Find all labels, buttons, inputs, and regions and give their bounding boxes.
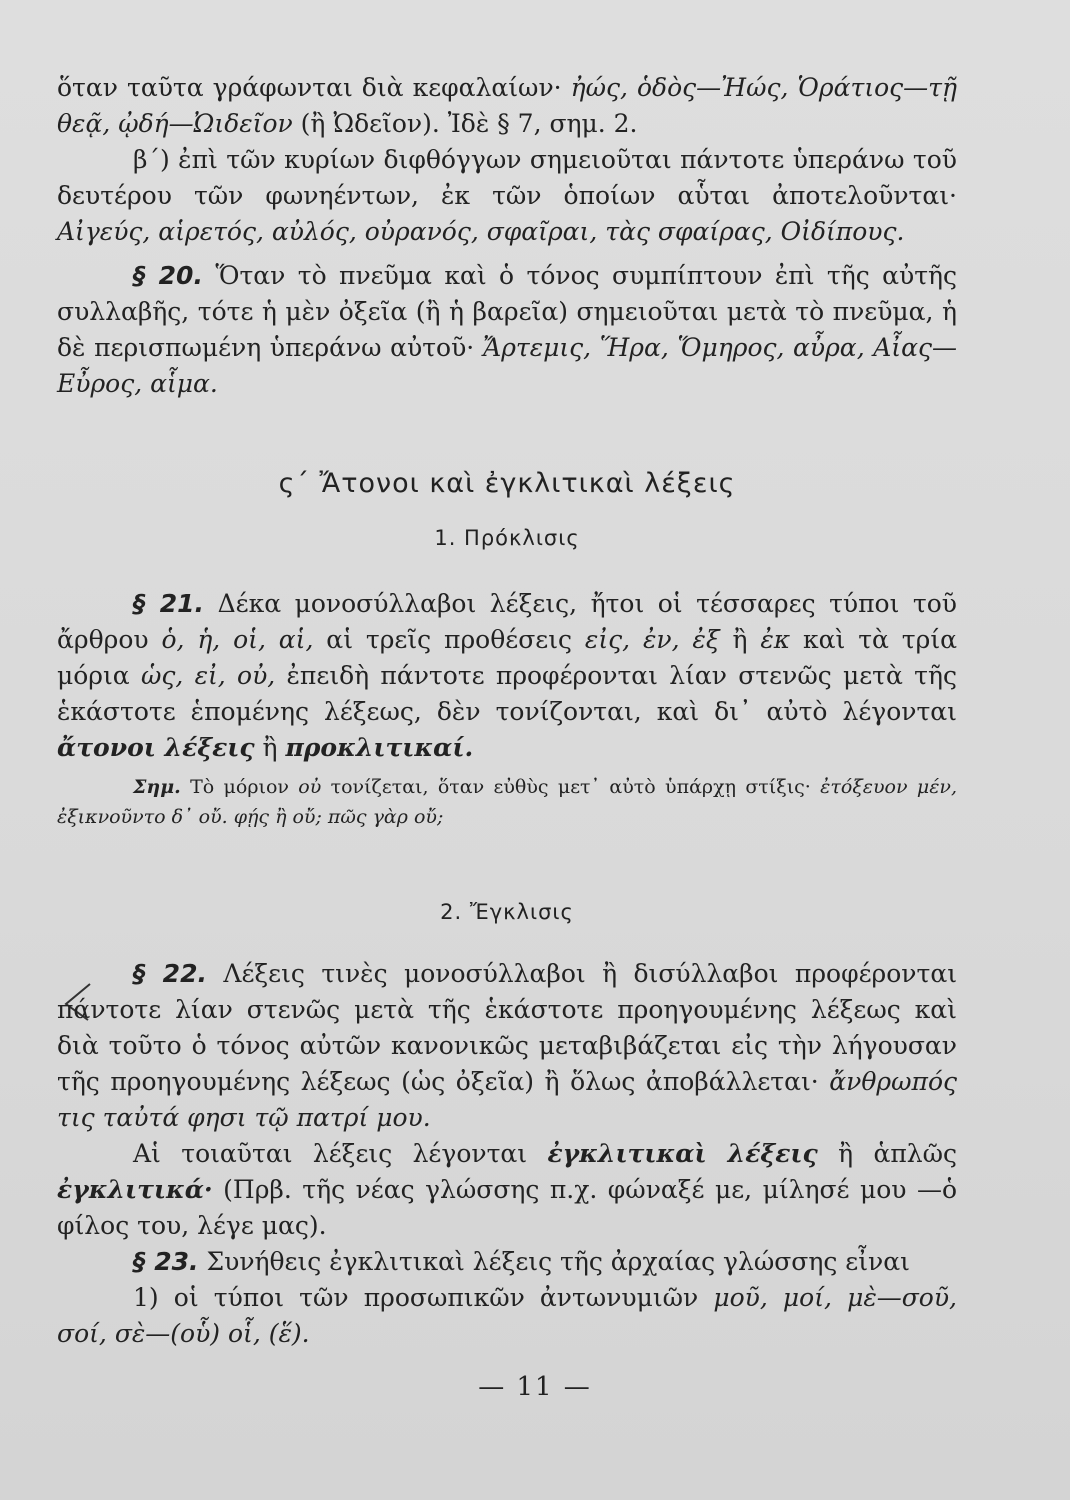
example-text: ἐκ — [760, 625, 791, 654]
section-number: § 23. — [133, 1247, 199, 1276]
text: 1) οἱ τύποι τῶν προσωπικῶν ἀντωνυμιῶν — [133, 1283, 714, 1312]
paragraph-section-22 — [57, 956, 957, 1136]
example-text: ὡς, εἰ, οὐ, — [140, 661, 276, 690]
term-text: ἄτονοι λέξεις — [57, 733, 255, 762]
text: Ὅταν τὸ πνεῦμα καὶ ὁ τόνος συμπίπτουν ἐπὶ τῆς αὐτῆς συλλαβῆς, τότε ἡ μὲν ὀξεῖα (ἢ ἡ βαρεῖα) σημειοῦται μετὰ τὸ πνεῦμα, ἡ δὲ περισπωμένη ὑπεράνω αὐτοῦ· — [57, 261, 957, 362]
example-text: ἄνθρωπός τις ταὐτά φησι τῷ πατρί μου. — [57, 1067, 957, 1132]
page-body — [57, 70, 957, 1352]
text: Τὸ μόριον — [180, 776, 299, 798]
paragraph-1 — [57, 70, 957, 142]
paragraph-enclitics — [57, 1136, 957, 1244]
note-1 — [57, 772, 957, 832]
section-number: § 22. — [133, 959, 207, 988]
text: Συνήθεις ἐγκλιτικαὶ λέξεις τῆς ἀρχαίας γλώσσης εἶναι — [198, 1247, 910, 1276]
term-text: προκλιτικαί. — [285, 733, 474, 762]
subheading-egklisis: 2. Ἔγκλισις — [440, 900, 574, 924]
paragraph-section-23-list — [57, 1280, 957, 1352]
text: (Πρβ. τῆς νέας γλώσσης π.χ. φώναξέ με, μίλησέ μου —ὁ φίλος του, λέγε μας). — [57, 1175, 957, 1240]
section-number: § 20. — [133, 261, 203, 290]
text: (ἢ Ὠδεῖον). Ἰδὲ § 7, σημ. 2. — [292, 109, 638, 138]
example-text: ὁ, ἡ, οἱ, αἱ, — [161, 625, 314, 654]
example-text: ἠώς, ὁδὸς—Ἠώς, Ὁράτιος—τῇ θεᾷ, ᾠδή—Ὠιδεῖον — [57, 73, 957, 138]
text: τονίζεται, ὅταν εὐθὺς μετ᾿ αὐτὸ ὑπάρχῃ στίξις· — [321, 776, 821, 798]
example-text: οὐ — [298, 776, 322, 798]
subheading-proklisis: 1. Πρόκλισις — [434, 526, 580, 550]
text: αἱ τρεῖς προθέσεις — [313, 625, 585, 654]
example-text: μοῦ, μοί, μὲ—σοῦ, σοί, σὲ—(οὗ) οἷ, (ἕ). — [57, 1283, 957, 1348]
text: Λέξεις τινὲς μονοσύλλαβοι ἢ δισύλλαβοι προφέρονται πάντοτε λίαν στενῶς μετὰ τῆς ἑκάστοτε προηγουμένης λέξεως καὶ διὰ τοῦτο ὁ τόνος αὐτῶν κανονικῶς μεταβιβάζεται εἰς τὴν λήγουσαν τῆς προηγουμένης λέξεως (ὡς ὀξεῖα) ἢ ὅλως ἀποβάλλεται· — [57, 959, 957, 1096]
paragraph-section-23 — [57, 1244, 957, 1280]
paragraph-section-21 — [57, 586, 957, 766]
term-text: ἐγκλιτικαὶ λέξεις — [547, 1139, 818, 1168]
text: ἢ — [719, 625, 761, 654]
paragraph-2 — [57, 142, 957, 250]
text: ἢ ἁπλῶς — [817, 1139, 958, 1168]
example-text: εἰς, ἐν, ἐξ — [584, 625, 720, 654]
text: Αἱ τοιαῦται λέξεις λέγονται — [133, 1139, 548, 1168]
example-text: ἐτόξευον μέν, ἐξικνοῦντο δ᾿ οὔ. φῄς ἢ οὔ; πῶς γὰρ οὔ; — [57, 776, 957, 828]
section-number: § 21. — [133, 589, 205, 618]
text: Δέκα μονοσύλλαβοι λέξεις, ἤτοι οἱ τέσσαρες τύποι τοῦ ἄρθρου — [57, 589, 957, 654]
chapter-heading: ς΄ Ἄτονοι καὶ ἐγκλιτικαὶ λέξεις — [278, 468, 736, 499]
text: καὶ τὰ τρία μόρια — [57, 625, 958, 690]
text: ὅταν ταῦτα γράφωνται διὰ κεφαλαίων· — [57, 73, 571, 102]
paragraph-section-20 — [57, 258, 957, 402]
text: ἐπειδὴ πάντοτε προφέρονται λίαν στενῶς μετὰ τῆς ἑκάστοτε ἑπομένης λέξεως, δὲν τονίζονται, καὶ δι᾿ αὐτὸ λέγονται — [57, 661, 957, 726]
note-label: Σημ. — [133, 776, 181, 798]
page-number: — 11 — — [478, 1372, 592, 1402]
example-text: Αἰγεύς, αἱρετός, αὐλός, οὐρανός, σφαῖραι, τὰς σφαίρας, Οἰδίπους. — [57, 217, 905, 246]
text: ἢ — [254, 733, 286, 762]
text: β΄) ἐπὶ τῶν κυρίων διφθόγγων σημειοῦται πάντοτε ὑπεράνω τοῦ δευτέρου τῶν φωνηέντων, ἐκ τῶν ὁποίων αὗται ἀποτελοῦνται· — [57, 145, 957, 210]
example-text: Ἄρτεμις, Ἥρα, Ὅμηρος, αὖρα, Αἶας—Εὖρος, αἷμα. — [57, 333, 957, 398]
term-text: ἐγκλιτικά· — [57, 1175, 213, 1204]
